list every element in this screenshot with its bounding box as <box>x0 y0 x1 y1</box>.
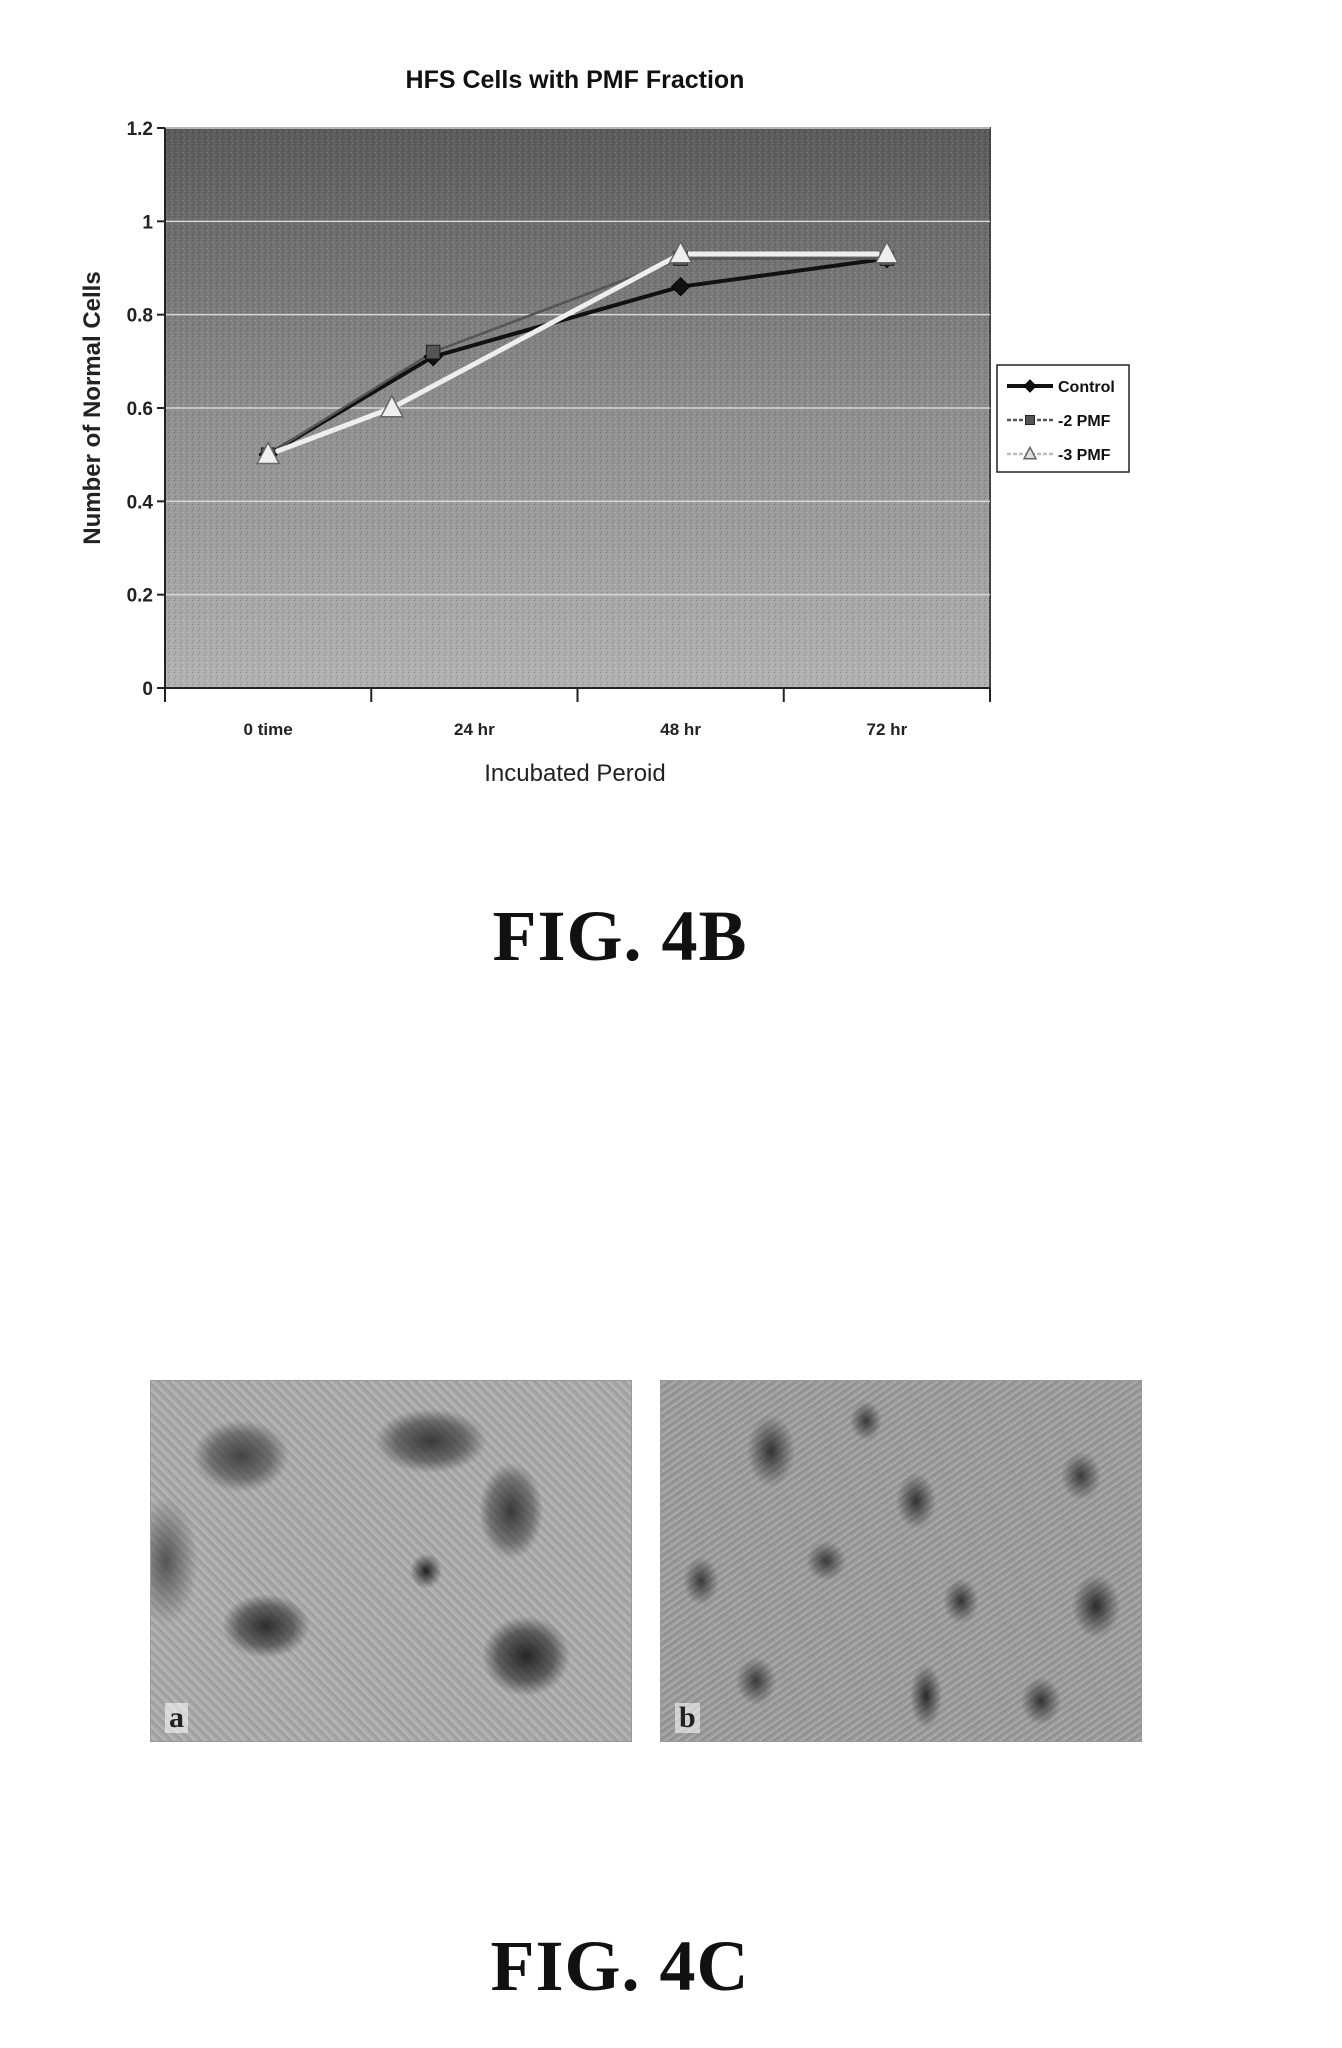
micrograph-panel-b <box>660 1380 1142 1742</box>
y-tick-label: 0.2 <box>126 585 153 607</box>
data-point <box>426 345 440 359</box>
y-axis-ticks <box>127 119 165 700</box>
x-axis-ticks <box>165 688 990 739</box>
line-chart <box>0 0 1342 860</box>
y-tick-label: 1 <box>142 212 153 234</box>
micrograph-panel-a <box>150 1380 632 1742</box>
legend <box>997 365 1129 472</box>
figure-label-4c: FIG. 4C <box>490 1926 750 2006</box>
chart-title: HFS Cells with PMF Fraction <box>405 66 745 94</box>
legend-label: -2 PMF <box>1058 413 1111 430</box>
y-tick-label: 0 <box>142 679 153 700</box>
y-tick-label: 1.2 <box>126 119 153 140</box>
x-tick-label: 48 hr <box>660 720 701 739</box>
y-tick-label: 0.8 <box>126 305 153 327</box>
y-axis-label: Number of Normal Cells <box>79 271 106 545</box>
data-point <box>1026 416 1035 425</box>
x-tick-label: 24 hr <box>454 720 495 739</box>
legend-label: -3 PMF <box>1058 447 1111 464</box>
x-tick-label: 0 time <box>243 720 293 739</box>
x-axis-label: Incubated Peroid <box>484 760 666 787</box>
x-tick-label: 72 hr <box>866 720 908 739</box>
panel-label-a: a <box>165 1703 188 1733</box>
y-tick-label: 0.4 <box>126 492 153 514</box>
y-tick-label: 0.6 <box>126 399 153 420</box>
panel-label-b: b <box>675 1703 700 1733</box>
figure-label-4b: FIG. 4B <box>492 896 748 976</box>
legend-label: Control <box>1058 379 1115 396</box>
